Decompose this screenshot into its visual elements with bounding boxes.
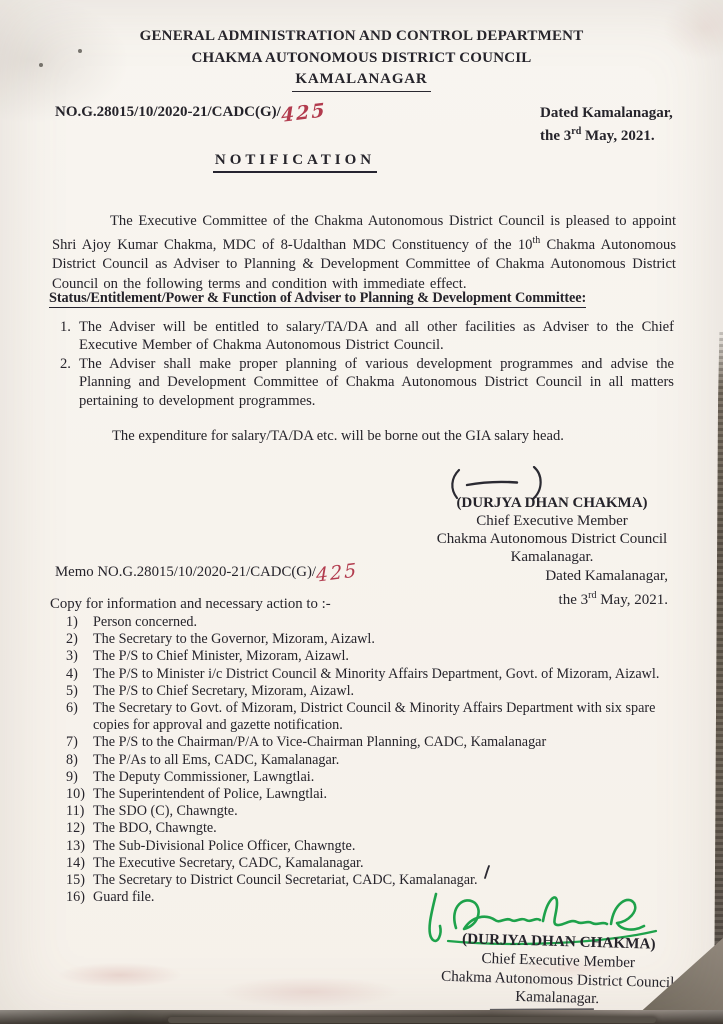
paper-speck bbox=[39, 63, 43, 67]
signatory-title: Chief Executive Member bbox=[476, 512, 628, 529]
copy-intro: Copy for information and necessary action to :- bbox=[50, 596, 331, 612]
notification-title: NOTIFICATION bbox=[0, 151, 590, 173]
copy-item: 15) The Secretary to District Council Secretariat, CADC, Kamalanagar. bbox=[66, 872, 478, 889]
copy-item: 5) The P/S to Chief Secretary, Mizoram, Aizawl. bbox=[66, 682, 355, 699]
memo-number-line bbox=[55, 559, 359, 587]
copy-item: 4) The P/S to Minister i/c District Council & Minority Affairs Department, Govt. of Mizoram, Aizawl. bbox=[66, 665, 660, 682]
pen-tick-icon bbox=[482, 864, 492, 880]
copy-item: 9) The Deputy Commissioner, Lawngtlai. bbox=[66, 768, 315, 785]
copy-item: 16) Guard file. bbox=[66, 889, 155, 906]
signatory-block-top bbox=[428, 495, 676, 609]
term-item bbox=[60, 318, 674, 355]
term-text: The Adviser shall make proper planning of various development programmes and advise the Planning and Development Committee of Chakma Autonomous District Council in all matters pertaining to development programmes. bbox=[79, 355, 674, 409]
copy-item: 7) The P/S to the Chairman/P/A to Vice-Chairman Planning, CADC, Kamalanagar bbox=[66, 734, 547, 751]
copy-item: 1) Person concerned. bbox=[66, 614, 198, 630]
ordinal-superscript: rd bbox=[571, 125, 582, 137]
handwritten-number-red: 425 bbox=[315, 559, 359, 587]
term-number: 1. bbox=[60, 319, 71, 335]
signature-date-line: the 3rd May, 2021. bbox=[558, 589, 668, 608]
paper-edge-shadow bbox=[168, 1017, 656, 1023]
signatory-org: Chakma Autonomous District Council bbox=[436, 530, 668, 547]
department-name: GENERAL ADMINISTRATION AND CONTROL DEPARTMENT bbox=[139, 28, 584, 44]
copy-distribution-list bbox=[66, 614, 678, 906]
terms-list bbox=[60, 318, 674, 410]
signature-date-place: Dated Kamalanagar, bbox=[545, 567, 668, 584]
ordinal-superscript: rd bbox=[588, 589, 597, 601]
signatory-place: Kamalanagar. bbox=[515, 988, 600, 1008]
copy-item: 13) The Sub-Divisional Police Officer, Chawngte. bbox=[66, 837, 356, 854]
date-place: Dated Kamalanagar, bbox=[540, 105, 673, 121]
copy-item: 11) The SDO (C), Chawngte. bbox=[66, 803, 238, 820]
letterhead bbox=[0, 26, 723, 92]
intro-paragraph: The Executive Committee of the Chakma Autonomous District Council is pleased to appoint Shri Ajoy Kumar Chakma, MDC of 8-Udalthan MDC Constituency of the 10th Chakma Autonomous District Council as Adviser to Planning & Development Committee of Chakma Autonomous District Council on the following terms and condition with immediate effect. bbox=[52, 213, 676, 292]
memo-number: Memo NO.G.28015/10/2020-21/CADC(G)/ bbox=[55, 564, 316, 580]
copy-item: 6) The Secretary to Govt. of Mizoram, District Council & Minority Affairs Department with six spare copies for approval and gazette notification. bbox=[66, 700, 656, 734]
signatory-org: Chakma Autonomous District Council bbox=[440, 967, 675, 991]
date-line: the 3rd May, 2021. bbox=[540, 125, 655, 144]
copy-item: 2) The Secretary to the Governor, Mizoram, Aizawl. bbox=[66, 631, 375, 648]
signatory-name: (DURJYA DHAN CHAKMA) bbox=[461, 930, 656, 953]
ordinal-superscript: th bbox=[532, 235, 541, 247]
signatory-title: Chief Executive Member bbox=[481, 949, 636, 971]
council-name: CHAKMA AUTONOMOUS DISTRICT COUNCIL bbox=[191, 49, 532, 66]
signatory-name: (DURJYA DHAN CHAKMA) bbox=[456, 495, 648, 511]
date-block bbox=[540, 104, 673, 145]
reference-number-line bbox=[55, 99, 327, 127]
term-number: 2. bbox=[60, 355, 71, 372]
reference-number: NO.G.28015/10/2020-21/CADC(G)/ bbox=[55, 104, 281, 120]
council-place: KAMALANAGAR bbox=[0, 69, 723, 92]
section-heading: Status/Entitlement/Power & Function of Adviser to Planning & Development Committee: bbox=[49, 290, 587, 306]
expenditure-note: The expenditure for salary/TA/DA etc. will be borne out the GIA salary head. bbox=[112, 428, 564, 444]
paper-speck bbox=[78, 49, 82, 53]
copy-item: 3) The P/S to Chief Minister, Mizoram, Aizawl. bbox=[66, 648, 349, 665]
copy-item: 14) The Executive Secretary, CADC, Kamalanagar. bbox=[66, 854, 364, 871]
signatory-place: Kamalanagar. bbox=[510, 548, 594, 565]
term-item bbox=[60, 355, 674, 410]
copy-item: 10) The Superintendent of Police, Lawngtlai. bbox=[66, 786, 328, 803]
copy-item: 12) The BDO, Chawngte. bbox=[66, 820, 217, 837]
copy-item: 8) The P/As to all Ems, CADC, Kamalanagar. bbox=[66, 751, 340, 768]
handwritten-number-red: 425 bbox=[280, 99, 327, 127]
paper-edge-right bbox=[714, 332, 723, 1024]
term-text: The Adviser will be entitled to salary/TA/DA and all other facilities as Adviser to the Chief Executive Member of Chakma Autonomous District Council. bbox=[79, 319, 674, 354]
